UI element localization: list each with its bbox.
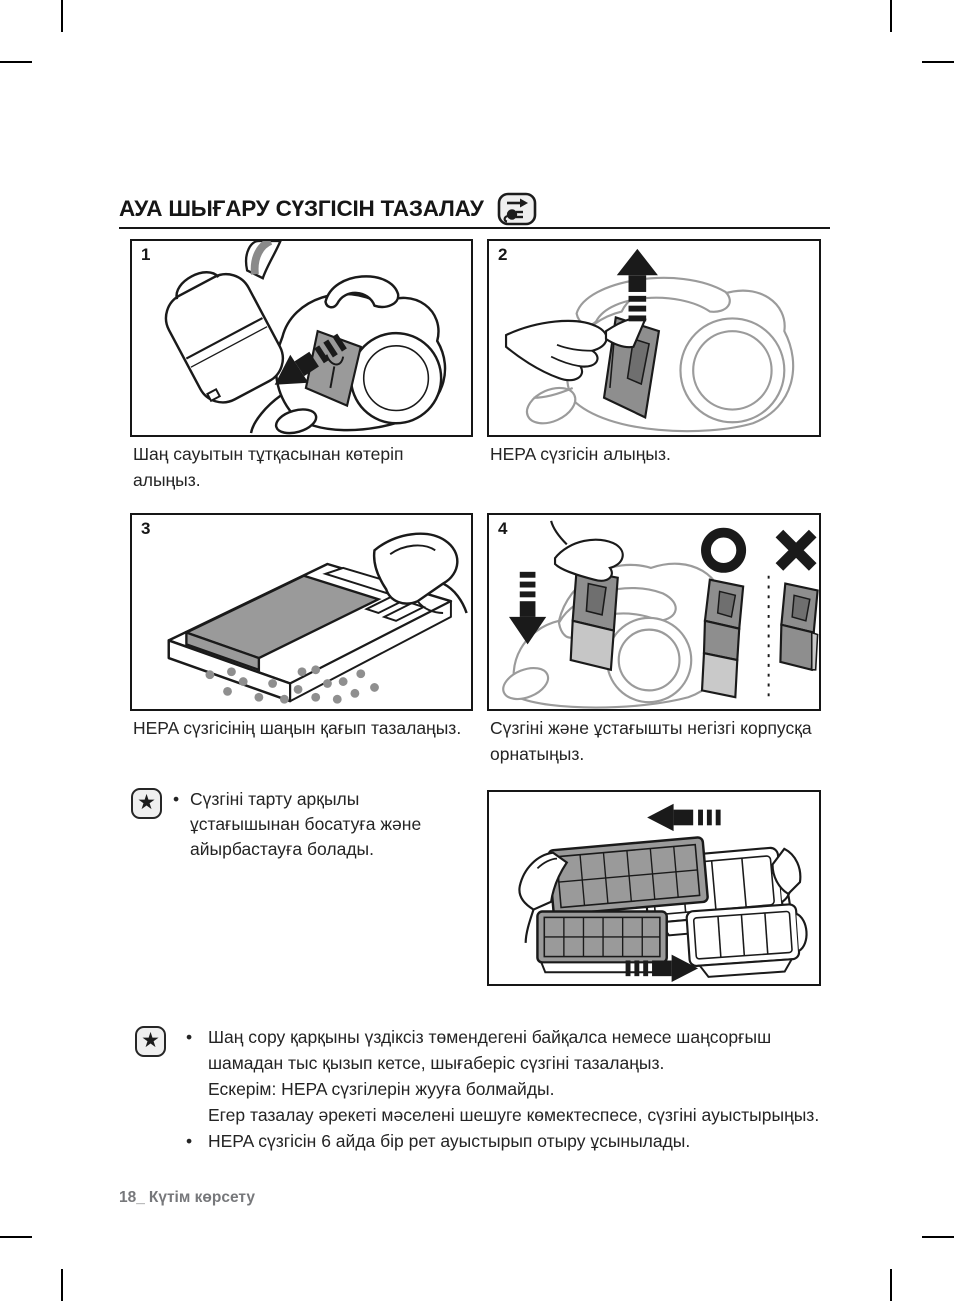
step-number: 2 — [498, 245, 508, 264]
crop-mark-bottom-left-v — [61, 1269, 63, 1301]
step-4-caption: Сүзгіні және ұстағышты негізгі корпусқа орнатыңыз. — [490, 718, 812, 764]
note-line: Егер тазалау әрекеті мәселені шешуге көмектеспесе, сүзгіні ауыстырыңыз. — [208, 1105, 820, 1125]
crop-mark-top-left-h — [0, 61, 32, 63]
note-2 — [186, 1024, 846, 1154]
filter-insert — [571, 570, 618, 670]
bullet: • — [186, 1131, 193, 1151]
footer-section-title: Күтім көрсету — [148, 1189, 255, 1206]
note-text — [190, 787, 453, 862]
star-glyph: ★ — [137, 791, 156, 814]
hand — [551, 521, 623, 581]
step-4-panel — [487, 513, 821, 711]
note-item — [186, 1024, 846, 1128]
note-line: Шаң сору қарқыны үздіксіз төмендегені байқалса немесе шаңсорғыш — [208, 1027, 772, 1047]
wrong-mark-x — [779, 534, 812, 567]
bullet: • — [173, 789, 180, 809]
dust-bin — [152, 255, 292, 411]
note-line: айырбастауға болады. — [190, 839, 374, 859]
step-1-illustration — [132, 241, 471, 435]
crop-mark-top-left-v — [61, 0, 63, 32]
step-1-caption: Шаң сауытын тұтқасынан көтеріп алыңыз. — [133, 444, 404, 490]
note-line: HEPA сүзгісін 6 айда бір рет ауыстырып отыру ұсынылады. — [208, 1131, 691, 1151]
crop-mark-top-right-h — [922, 61, 954, 63]
filter-holder-illustration — [489, 792, 819, 984]
holder-bottom — [686, 903, 809, 978]
crop-mark-top-right-v — [890, 0, 892, 32]
step-3-illustration — [132, 515, 471, 709]
crop-mark-bottom-right-v — [890, 1269, 892, 1301]
page-number: 18_ — [119, 1189, 145, 1206]
note-line: Сүзгіні тарту арқылы — [190, 789, 360, 809]
step-2-panel — [487, 239, 821, 437]
note-text — [208, 1128, 846, 1154]
unplug-power-cord-icon — [497, 192, 537, 226]
correct-mark-o — [706, 533, 741, 568]
grid-filter-top — [548, 837, 708, 915]
note-line: Ескерім: HEPA сүзгілерін жууға болмайды. — [208, 1079, 555, 1099]
step-1-panel — [130, 239, 473, 437]
step-number: 4 — [498, 519, 508, 538]
step-2-caption: HEPA сүзгісін алыңыз. — [490, 444, 671, 464]
note-line: шамадан тыс қызып кетсе, шығаберіс сүзгіні тазалаңыз. — [208, 1053, 665, 1073]
note-text — [208, 1024, 846, 1128]
page-footer — [119, 1189, 255, 1207]
step-number: 3 — [141, 519, 151, 538]
filter-correct — [702, 580, 743, 698]
note-1 — [173, 787, 453, 862]
step-number: 1 — [141, 245, 151, 264]
crop-mark-bottom-left-h — [0, 1236, 32, 1238]
hand — [246, 241, 280, 278]
note-line: ұстағышынан босатуға және — [190, 814, 422, 834]
step-3-panel — [130, 513, 473, 711]
star-icon — [135, 1026, 166, 1057]
bullet: • — [186, 1027, 193, 1047]
filter-wrong — [780, 584, 817, 670]
note-item — [186, 1128, 846, 1154]
step-2-illustration — [489, 241, 819, 435]
step-3-caption: HEPA сүзгісінің шаңын қағып тазалаңыз. — [133, 718, 462, 738]
star-glyph: ★ — [141, 1029, 160, 1052]
star-icon — [131, 788, 162, 819]
title-underline — [119, 227, 830, 229]
crop-mark-bottom-right-h — [922, 1236, 954, 1238]
step-4-illustration — [489, 515, 819, 709]
note-item — [173, 787, 453, 862]
page-title: АУА ШЫҒАРУ СҮЗГІСІН ТАЗАЛАУ — [119, 196, 484, 221]
section-header — [119, 192, 537, 226]
arrow-left — [647, 804, 720, 831]
filter-holder-figure-panel — [487, 790, 821, 986]
